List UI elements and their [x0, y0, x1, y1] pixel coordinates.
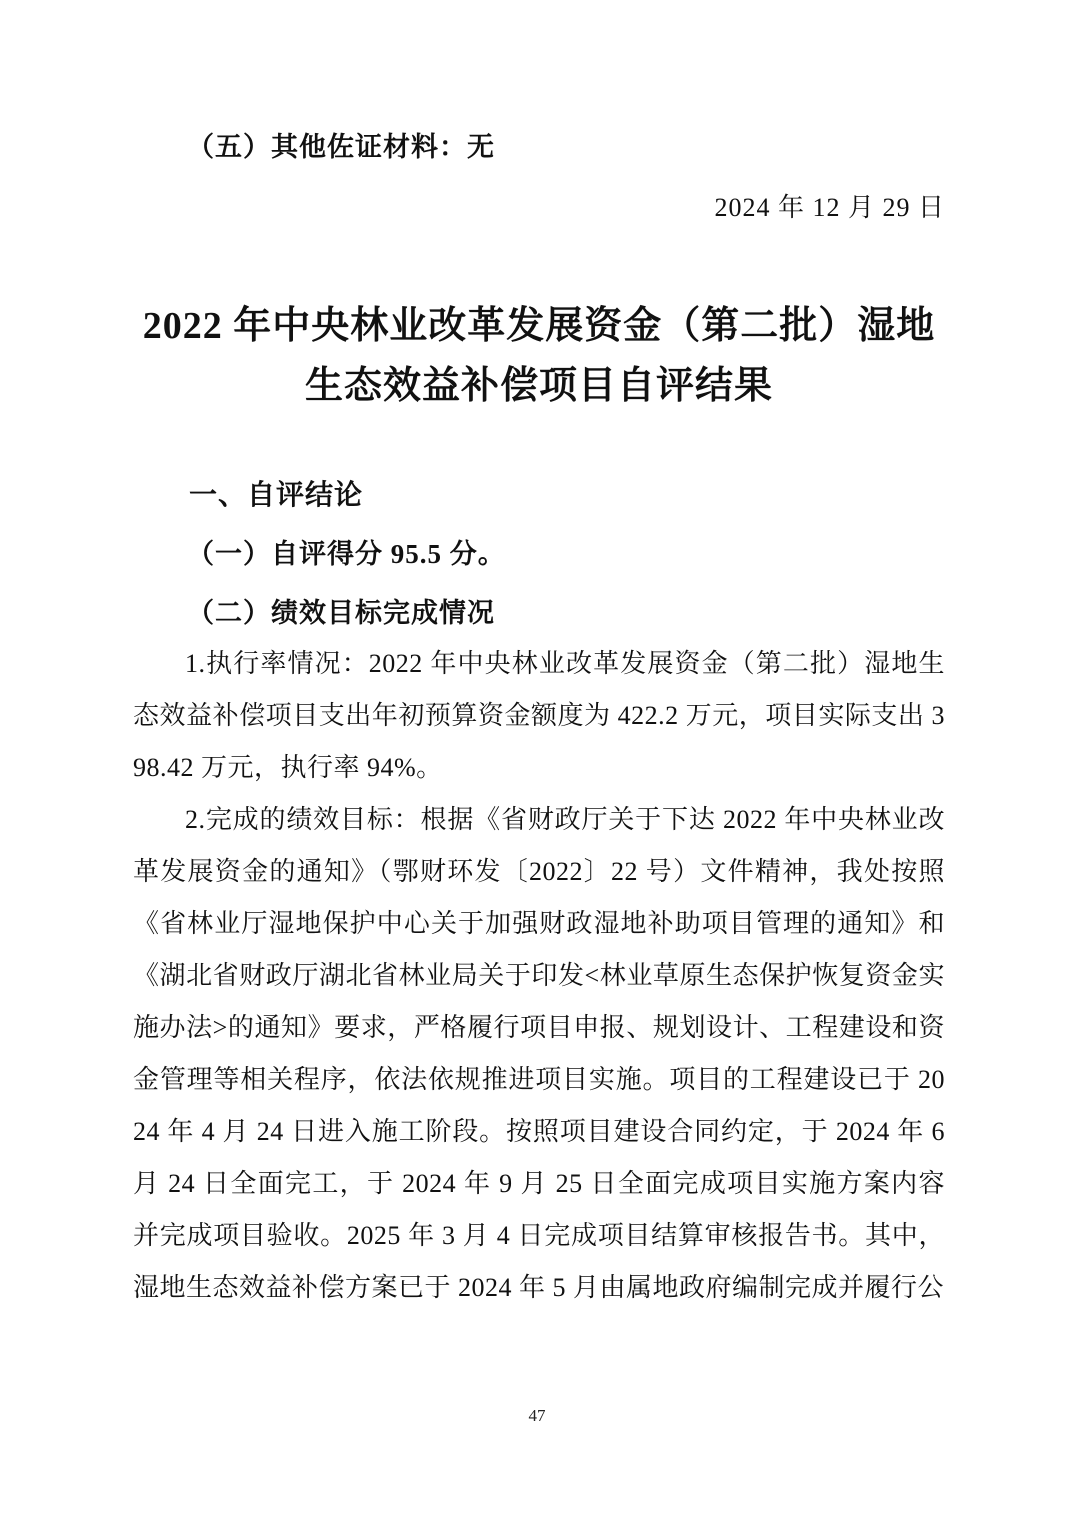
paragraph-completed-performance-goals: 2.完成的绩效目标：根据《省财政厅关于下达 2022 年中央林业改革发展资金的通知》（鄂财环发〔2022〕22 号）文件精神，我处按照《省林业厅湿地保护中心关于加强财政湿地补助项目管理的通知》和《湖北省财政厅湖北省林业局关于印发<林业草原生态保护恢复资金实施办法>的通知》要求，严格履行项目申报、规划设计、工程建设和资金管理等相关程序，依法依规推进项目实施。项目的工程建设已于 2024 年 4 月 24 日进入施工阶段。按照项目建设合同约定，于 2024 年 6 月 24 日全面完工，于 2024 年 9 月 25 日全面完成项目实施方案内容并完成项目验收。2025 年 3 月 4 日完成项目结算审核报告书。其中，湿地生态效益补偿方案已于 2024 年 5 月由属地政府编制完成并履行公: [133, 805, 945, 1302]
paragraph-execution-rate: 1.执行率情况：2022 年中央林业改革发展资金（第二批）湿地生态效益补偿项目支出年初预算资金额度为 422.2 万元，项目实际支出 398.42 万元，执行率 94%。: [133, 649, 945, 782]
document-title: [133, 296, 945, 416]
page-number: 47: [528, 1406, 546, 1425]
document-date: 2024 年 12 月 29 日: [714, 193, 945, 222]
section-heading-self-evaluation-conclusion: 一、自评结论: [189, 479, 364, 510]
subitem-self-evaluation-score: （一）自评得分 95.5 分。: [187, 539, 506, 569]
document-title-line-2: 生态效益补偿项目自评结果: [304, 365, 773, 407]
subitem-performance-goal-completion: （二）绩效目标完成情况: [187, 598, 495, 628]
document-title-line-1: 2022 年中央林业改革发展资金（第二批）湿地: [142, 305, 936, 347]
evidence-materials-line: （五）其他佐证材料：无: [187, 132, 495, 162]
